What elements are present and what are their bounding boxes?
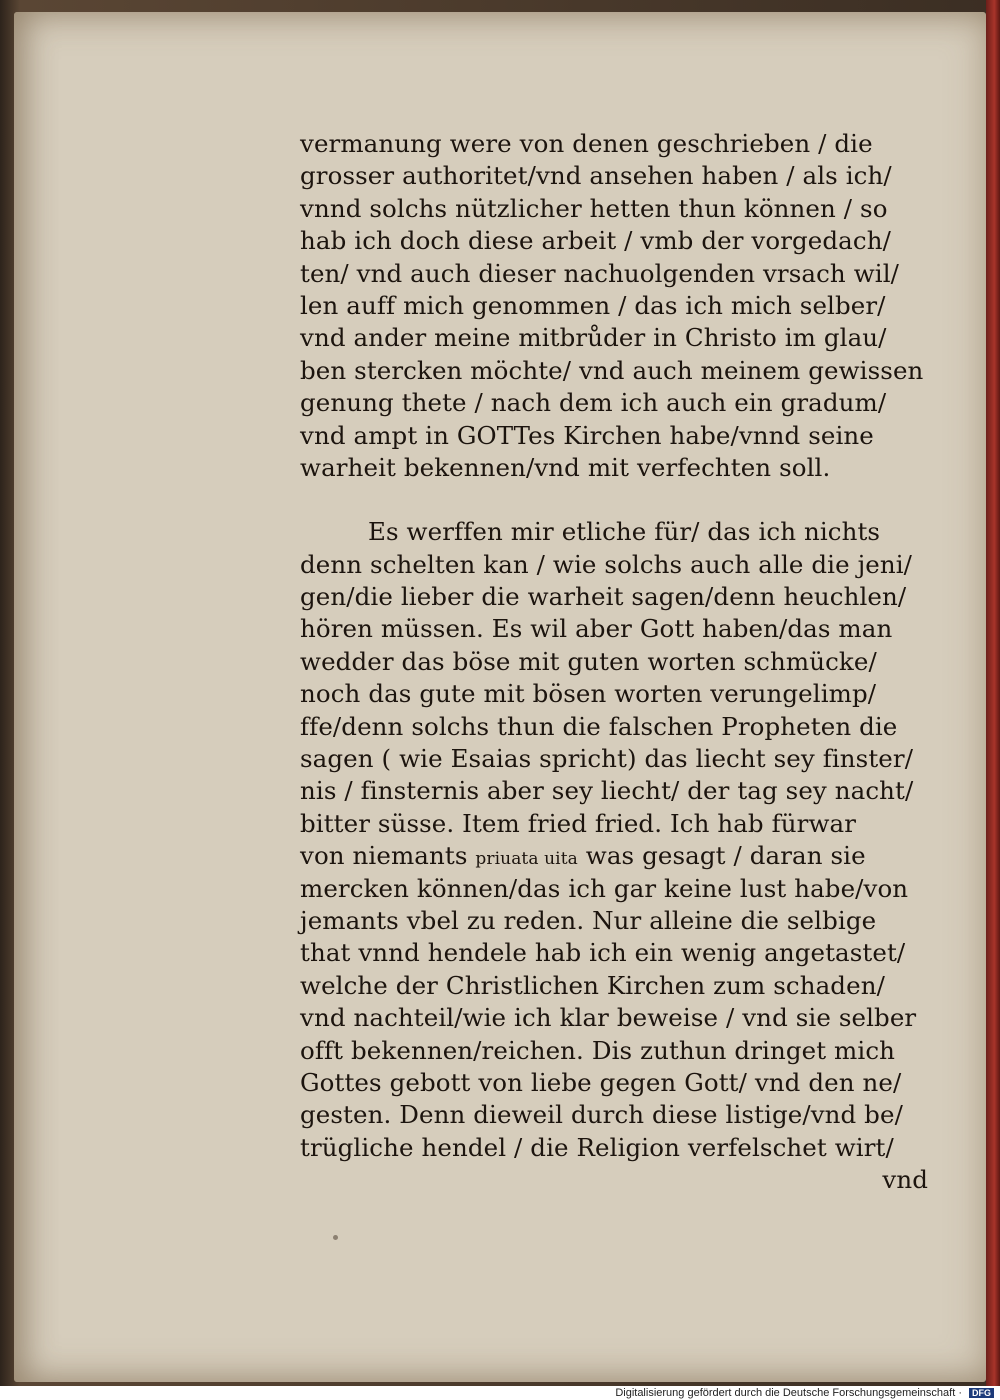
text-line: Gottes gebott von liebe gegen Gott/ vnd den ne/ — [300, 1067, 902, 1097]
text-line: Es werffen mir etliche für/ das ich nichts — [368, 517, 881, 547]
text-line: offt bekennen/reichen. Dis zuthun dringet mich — [300, 1035, 896, 1065]
text-line: grosser authoritet/vnd ansehen haben / als ich/ — [300, 161, 892, 191]
text-line: vermanung were von denen geschrieben / die — [300, 129, 873, 158]
paragraph-1 — [300, 128, 940, 484]
text-line: trügliche hendel / die Religion verfelschet wirt/ — [300, 1132, 894, 1162]
text-line: gesten. Denn dieweil durch diese listige/vnd be/ — [300, 1100, 903, 1130]
text-line: sagen ( wie Esaias spricht) das liecht sey finster/ — [300, 744, 914, 774]
catchword: vnd — [882, 1165, 928, 1195]
text-line: gen/die lieber die warheit sagen/denn heuchlen/ — [300, 582, 907, 612]
text-line: vnnd solchs nützlicher hetten thun können / so — [300, 193, 888, 223]
book-edge — [986, 0, 1000, 1390]
text-line: wedder das böse mit guten worten schmücke/ — [300, 646, 877, 676]
text-line: mercken können/das ich gar keine lust habe/von — [300, 873, 909, 903]
text-line: vnd ander meine mitbrůder in Christo im glau/ — [300, 323, 887, 353]
funding-credit: Digitalisierung gefördert durch die Deutsche Forschungsgemeinschaft · — [615, 1387, 962, 1399]
text-line: denn schelten kan / wie solchs auch alle die jeni/ — [300, 549, 913, 579]
text-line: vnd ampt in GOTTes Kirchen habe/vnnd seine — [300, 420, 874, 450]
text-line: ten/ vnd auch dieser nachuolgenden vrsach wil/ — [300, 258, 899, 288]
text-line: ben stercken möchte/ vnd auch meinem gewissen — [300, 355, 924, 385]
text-fragment: von niemants — [300, 841, 468, 871]
text-line: that vnnd hendele hab ich ein wenig angetastet/ — [300, 938, 906, 968]
text-line: warheit bekennen/vnd mit verfechten soll. — [300, 452, 831, 482]
text-line: vnd nachteil/wie ich klar beweise / vnd sie selber — [300, 1003, 917, 1033]
ink-spot — [333, 1235, 338, 1240]
text-line: ffe/denn solchs thun die falschen Propheten die — [300, 711, 898, 741]
dfg-logo: DFG — [969, 1388, 994, 1398]
text-fragment: was gesagt / daran sie — [585, 841, 866, 871]
text-line: hab ich doch diese arbeit / vmb der vorgedach/ — [300, 226, 891, 256]
text-block — [300, 128, 940, 1197]
latin-phrase: priuata uita — [475, 849, 578, 870]
paragraph-2 — [300, 516, 940, 1196]
text-line: hören müssen. Es wil aber Gott haben/das man — [300, 614, 893, 644]
text-line: jemants vbel zu reden. Nur alleine die selbige — [300, 905, 877, 935]
text-line: nis / finsternis aber sey liecht/ der tag sey nacht/ — [300, 776, 914, 806]
text-line: bitter süsse. Item fried fried. Ich hab fürwar — [300, 808, 857, 838]
text-line: len auff mich genommen / das ich mich selber/ — [300, 290, 886, 320]
footer-bar — [0, 1386, 1000, 1400]
text-line: noch das gute mit bösen worten verungelimp/ — [300, 679, 877, 709]
text-line: genung thete / nach dem ich auch ein gradum/ — [300, 388, 887, 418]
text-line: welche der Christlichen Kirchen zum schaden/ — [300, 970, 885, 1000]
text-line-with-latin — [300, 840, 940, 872]
